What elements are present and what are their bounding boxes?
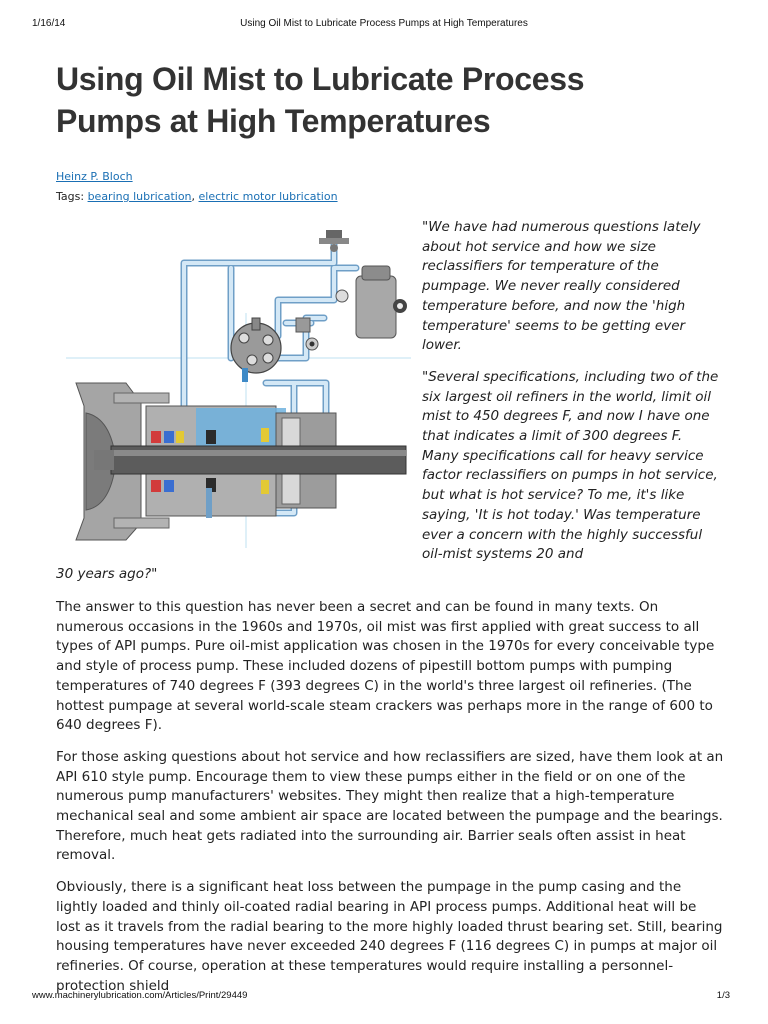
tag-link-bearing-lubrication[interactable]: bearing lubrication: [87, 190, 192, 203]
quote-column: [422, 218, 722, 577]
body-paragraph-3: Obviously, there is a significant heat loss between the pumpage in the pump casing and the lightly loaded and thinly oil-coated radial bearing in API process pumps. Additional heat will be lost as it travels from the radial bearing to the more highly loaded thrust bearing set. Still, bearing housing temperatures have never exceeded 240 degrees F (116 degrees C) in pumps at major oil refineries. Of course, operation at these temperatures would require installing a personnel-protection shield: [56, 879, 723, 994]
print-page-title: Using Oil Mist to Lubricate Process Pumps at High Temperatures: [240, 18, 528, 29]
page-number: 1/3: [716, 990, 730, 1001]
tag-separator: ,: [191, 190, 196, 203]
article-title-line2: Pumps at High Temperatures: [56, 103, 491, 139]
article-body: [56, 598, 724, 1008]
article-title-line1: Using Oil Mist to Lubricate Process: [56, 61, 585, 97]
body-paragraph-2: For those asking questions about hot service and how reclassifiers are sized, have them look at an API 610 style pump. Encourage them to view these pumps either in the field or on one of the numerous pump manufacturers' websites. They might then realize that a high-temperature mechanical seal and some ambient air space are located between the pumpage and the bearings. Therefore, much heat gets radiated into the surrounding air. Barrier seals often assist in heat removal.: [56, 748, 724, 864]
oil-mist-pump-illustration: [56, 218, 416, 558]
author-byline: [56, 170, 133, 183]
article-title: [56, 58, 676, 142]
tag-link-electric-motor-lubrication[interactable]: electric motor lubrication: [198, 190, 338, 203]
print-date: 1/16/14: [32, 18, 66, 29]
quote-paragraph-1: "We have had numerous questions lately about hot service and how we size reclassifiers for temperature of the pumpage. We never really considered temperature before, and now the 'high temperature' seems to be getting ever lower.: [422, 219, 701, 354]
print-url: www.machinerylubrication.com/Articles/Print/29449: [32, 990, 248, 1001]
print-header: [32, 18, 736, 32]
tags-line: [56, 190, 338, 203]
quote-paragraph-2: "Several specifications, including two of the six largest oil refiners in the world, limit oil mist to 450 degrees F, and now I have one that indicates a limit of 300 degrees F. Many specifications call for heavy service factor reclassifiers on pumps in hot service, but what is hot service? To me, it's like saying, 'It is hot today.' Was temperature ever a concern with the highly successful oil-mist systems 20 and: [422, 368, 719, 563]
body-paragraph-1: The answer to this question has never been a secret and can be found in many texts. On numerous occasions in the 1960s and 1970s, oil mist was first applied with great success to all types of API pumps. Pure oil-mist application was chosen in the 1970s for every conceivable type and style of process pump. These included dozens of pipestill bottom pumps with pumping temperatures of 740 degrees F (393 degrees C) in the world's three largest oil refineries. (The hottest pumpage at several world-scale steam crackers was perhaps more in the range of 600 to 640 degrees F).: [56, 599, 715, 734]
quote-paragraph-2-tail: 30 years ago?": [56, 566, 158, 582]
print-footer: [32, 990, 736, 1004]
author-link[interactable]: Heinz P. Bloch: [56, 170, 133, 183]
tags-label: Tags:: [56, 190, 85, 203]
